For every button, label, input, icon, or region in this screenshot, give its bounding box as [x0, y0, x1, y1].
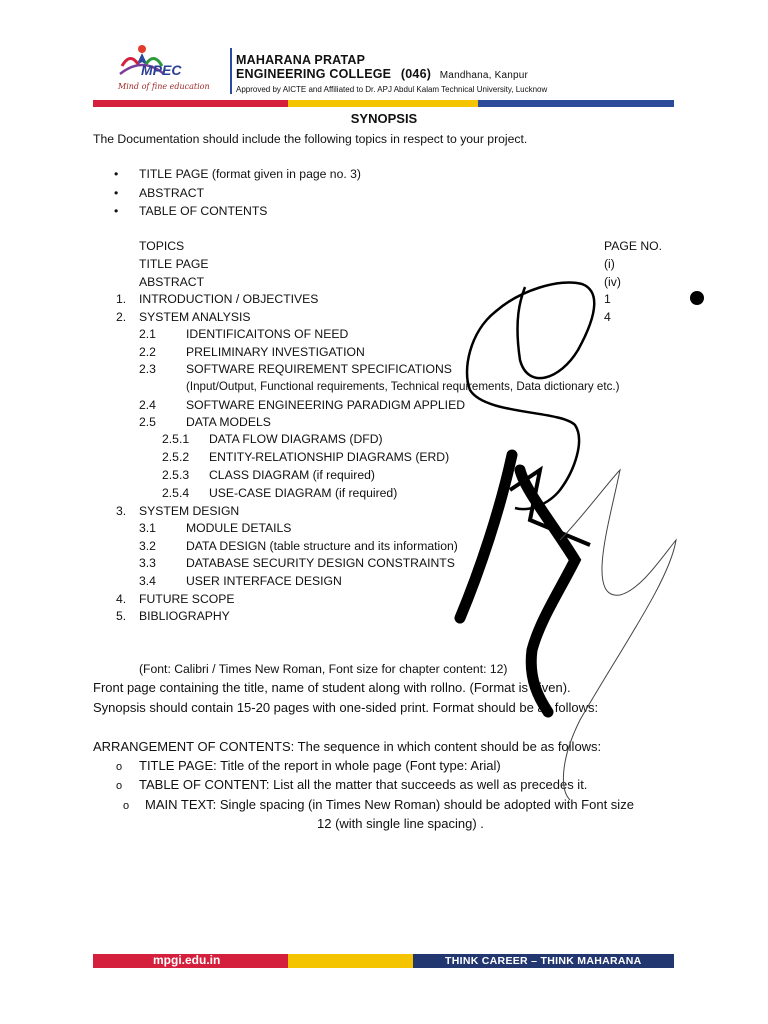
toc-sub-text: PRELIMINARY INVESTIGATION: [186, 345, 365, 359]
toc-row-text: SYSTEM DESIGN: [139, 504, 240, 518]
bullet-item: • TITLE PAGE (format given in page no. 3): [139, 167, 361, 181]
sub-bullet-item: TITLE PAGE: Title of the report in whole page (Font type: Arial): [139, 758, 501, 773]
font-note: (Font: Calibri / Times New Roman, Font size for chapter content: 12): [139, 662, 508, 676]
toc-sub-text: MODULE DETAILS: [186, 521, 292, 535]
sub-bullet-item: TABLE OF CONTENT: List all the matter that succeeds as well as precedes it.: [139, 777, 588, 792]
toc-row-text: BIBLIOGRAPHY: [139, 609, 230, 623]
page-title: SYNOPSIS: [350, 111, 418, 126]
college-name-text: ENGINEERING COLLEGE: [236, 67, 392, 81]
circle-bullet-icon: o: [116, 780, 123, 792]
toc-sub-num: 2.5: [139, 415, 156, 429]
sub-bullet-continuation: 12 (with single line spacing) .: [317, 816, 484, 831]
toc-header-page: PAGE NO.: [604, 239, 663, 253]
arrangement-heading: ARRANGEMENT OF CONTENTS: The sequence in which content should be as follows:: [93, 739, 602, 754]
college-name-line1: MAHARANA PRATAP: [236, 53, 366, 67]
toc-row-text: ABSTRACT: [139, 275, 205, 289]
toc-row-num: 2.: [116, 310, 127, 324]
toc-row-num: 4.: [116, 592, 127, 606]
logo-text: MPEC: [141, 62, 182, 78]
toc-sub-num: 2.1: [139, 327, 156, 341]
bullet-item: • ABSTRACT: [139, 186, 204, 200]
toc-sub-num: 3.4: [139, 574, 156, 588]
sub-bullet-item: MAIN TEXT: Single spacing (in Times New Roman) should be adopted with Font size: [145, 797, 634, 812]
toc-row-page: 4: [604, 310, 611, 324]
circle-bullet-icon: o: [123, 800, 130, 812]
toc-sub-num: 2.5.1: [162, 432, 190, 446]
toc-row-page: 1: [604, 292, 611, 306]
toc-header-topics: TOPICS: [139, 239, 185, 253]
toc-sub-num: 3.3: [139, 556, 156, 570]
toc-sub-num: 2.5.3: [162, 468, 190, 482]
footer-url: mpgi.edu.in: [153, 953, 221, 967]
toc-sub-text: DATA MODELS: [186, 415, 271, 429]
college-location: Mandhana, Kanpur: [439, 70, 529, 81]
toc-sub-text: DATA FLOW DIAGRAMS (DFD): [209, 432, 383, 446]
toc-sub-num: 2.4: [139, 398, 156, 412]
paragraph-front-page: Front page containing the title, name of student along with rollno. (Format is given).: [93, 680, 571, 695]
footer-tagline: THINK CAREER – THINK MAHARANA: [445, 955, 642, 967]
toc-sub-note: (Input/Output, Functional requirements, Technical requirements, Data dictionary etc.): [186, 380, 620, 393]
toc-row-num: 5.: [116, 609, 127, 623]
circle-bullet-icon: o: [116, 761, 123, 773]
toc-sub-text: IDENTIFICAITONS OF NEED: [186, 327, 349, 341]
toc-sub-num: 2.2: [139, 345, 156, 359]
toc-sub-num: 2.3: [139, 362, 156, 376]
toc-sub-text: CLASS DIAGRAM (if required): [209, 468, 375, 482]
toc-sub-text: USE-CASE DIAGRAM (if required): [209, 486, 398, 500]
college-code: (046): [400, 67, 432, 81]
toc-row-text: TITLE PAGE: [139, 257, 209, 271]
toc-sub-text: ENTITY-RELATIONSHIP DIAGRAMS (ERD): [209, 450, 450, 464]
footer-bar-yellow: [288, 954, 413, 968]
paragraph-synopsis: Synopsis should contain 15-20 pages with one-sided print. Format should be as follows:: [93, 700, 599, 715]
toc-row-page: (i): [604, 257, 615, 271]
toc-sub-num: 2.5.2: [162, 450, 190, 464]
toc-sub-num: 3.1: [139, 521, 156, 535]
toc-sub-text: SOFTWARE REQUIREMENT SPECIFICATIONS: [186, 362, 452, 376]
bullet-item: • TABLE OF CONTENTS: [139, 204, 267, 218]
toc-row-text: INTRODUCTION / OBJECTIVES: [139, 292, 319, 306]
toc-row-num: 3.: [116, 504, 127, 518]
toc-sub-text: USER INTERFACE DESIGN: [186, 574, 342, 588]
toc-row-text: FUTURE SCOPE: [139, 592, 235, 606]
toc-sub-num: 2.5.4: [162, 486, 190, 500]
toc-row-page: (iv): [604, 275, 621, 289]
toc-sub-num: 3.2: [139, 539, 156, 553]
toc-sub-text: SOFTWARE ENGINEERING PARADIGM APPLIED: [186, 398, 466, 412]
toc-row-text: SYSTEM ANALYSIS: [139, 310, 251, 324]
intro-text: The Documentation should include the following topics in respect to your project.: [93, 132, 528, 146]
logo-tagline: Mind of fine education: [118, 82, 210, 91]
toc-row-num: 1.: [116, 292, 127, 306]
toc-sub-text: DATA DESIGN (table structure and its information): [186, 539, 458, 553]
toc-sub-text: DATABASE SECURITY DESIGN CONSTRAINTS: [186, 556, 455, 570]
approval-text: Approved by AICTE and Affiliated to Dr. APJ Abdul Kalam Technical University, Lucknow: [236, 85, 548, 94]
